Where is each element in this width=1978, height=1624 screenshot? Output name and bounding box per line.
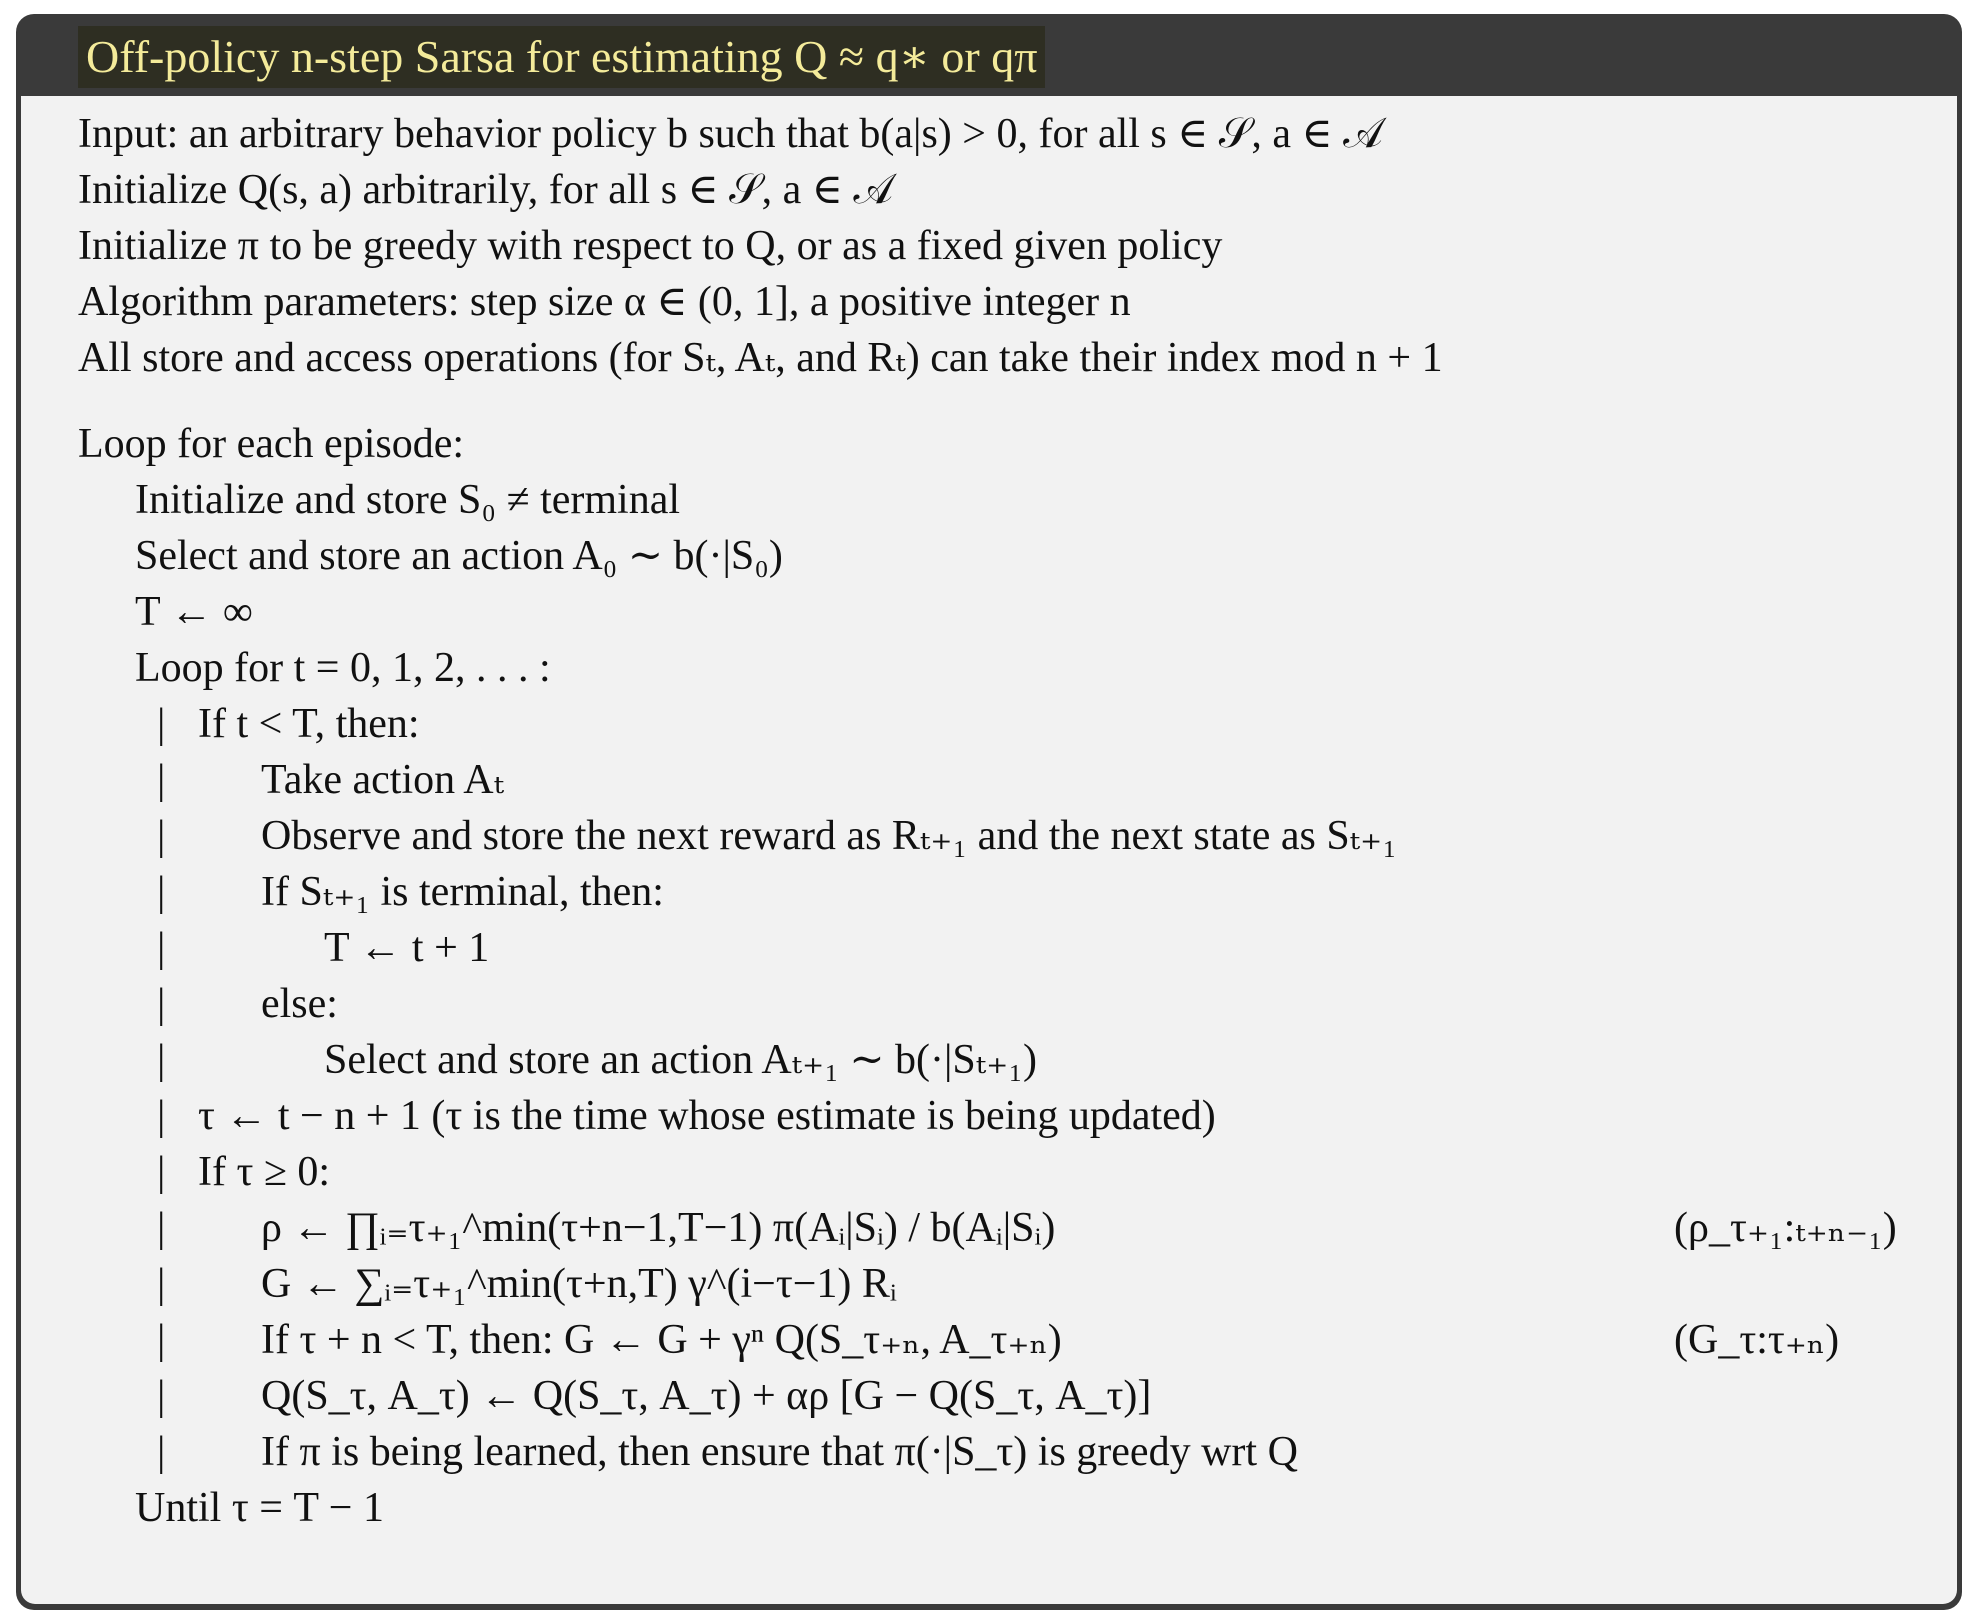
- tau-update-line: τ ← t − n + 1 (τ is the time whose estimate is being updated): [198, 1093, 1216, 1139]
- until-line: Until τ = T − 1: [135, 1485, 384, 1531]
- if-terminal-line: If Sₜ₊₁ is terminal, then:: [261, 869, 664, 915]
- g-return-line: G ← ∑ᵢ₌τ₊₁^min(τ+n,T) γ^(i−τ−1) Rᵢ: [261, 1261, 897, 1307]
- loop-bar: |: [157, 1429, 166, 1475]
- loop-bar: |: [157, 813, 166, 859]
- select-next-action-line: Select and store an action Aₜ₊₁ ∼ b(·|Sₜ₊₁): [324, 1037, 1037, 1083]
- rho-line: ρ ← ∏ᵢ₌τ₊₁^min(τ+n−1,T−1) π(Aᵢ|Sᵢ) / b(Aᵢ|Sᵢ): [261, 1205, 1056, 1251]
- else-line: else:: [261, 981, 338, 1027]
- loop-bar: |: [157, 701, 166, 747]
- init-state-line: Initialize and store S₀ ≠ terminal: [135, 477, 681, 523]
- loop-bar: |: [157, 1149, 166, 1195]
- episode-loop-line: Loop for each episode:: [78, 421, 465, 467]
- loop-bar: |: [157, 925, 166, 971]
- bootstrap-line: If τ + n < T, then: G ← G + γⁿ Q(S_τ₊ₙ, A_τ₊ₙ): [261, 1317, 1062, 1363]
- loop-bar: |: [157, 1093, 166, 1139]
- take-action-line: Take action Aₜ: [261, 757, 504, 803]
- loop-bar: |: [157, 1373, 166, 1419]
- loop-bar: |: [157, 981, 166, 1027]
- if-tau-line: If τ ≥ 0:: [198, 1149, 331, 1195]
- g-annotation: (G_τ:τ₊ₙ): [1674, 1317, 1840, 1363]
- greedy-line: If π is being learned, then ensure that π(·|S_τ) is greedy wrt Q: [261, 1429, 1298, 1475]
- loop-bar: |: [157, 1205, 166, 1251]
- q-update-line: Q(S_τ, A_τ) ← Q(S_τ, A_τ) + αρ [G − Q(S_τ, A_τ)]: [261, 1373, 1152, 1419]
- if-t-less-line: If t < T, then:: [198, 701, 420, 747]
- loop-bar: |: [157, 1317, 166, 1363]
- input-line: Input: an arbitrary behavior policy b such that b(a|s) > 0, for all s ∈ 𝒮, a ∈ 𝒜: [78, 111, 1383, 157]
- initialize-q-line: Initialize Q(s, a) arbitrarily, for all s ∈ 𝒮, a ∈ 𝒜: [78, 167, 894, 213]
- algorithm-body: [21, 96, 1957, 1604]
- loop-bar: |: [157, 1261, 166, 1307]
- t-infinity-line: T ← ∞: [135, 589, 253, 635]
- algorithm-box: [16, 14, 1962, 1610]
- time-loop-line: Loop for t = 0, 1, 2, . . . :: [135, 645, 551, 691]
- set-t-line: T ← t + 1: [324, 925, 490, 971]
- loop-bar: |: [157, 757, 166, 803]
- loop-bar: |: [157, 1037, 166, 1083]
- observe-line: Observe and store the next reward as Rₜ₊₁ and the next state as Sₜ₊₁: [261, 813, 1397, 859]
- store-access-line: All store and access operations (for Sₜ, Aₜ, and Rₜ) can take their index mod n + 1: [78, 335, 1443, 381]
- algorithm-header: [16, 14, 1962, 96]
- rho-annotation: (ρ_τ₊₁:ₜ₊ₙ₋₁): [1674, 1205, 1897, 1251]
- initialize-pi-line: Initialize π to be greedy with respect to Q, or as a fixed given policy: [78, 223, 1223, 269]
- parameters-line: Algorithm parameters: step size α ∈ (0, 1], a positive integer n: [78, 279, 1131, 325]
- loop-bar: |: [157, 869, 166, 915]
- algorithm-title: Off-policy n-step Sarsa for estimating Q ≈ q∗ or qπ: [78, 26, 1045, 88]
- select-action-line: Select and store an action A₀ ∼ b(·|S₀): [135, 533, 783, 579]
